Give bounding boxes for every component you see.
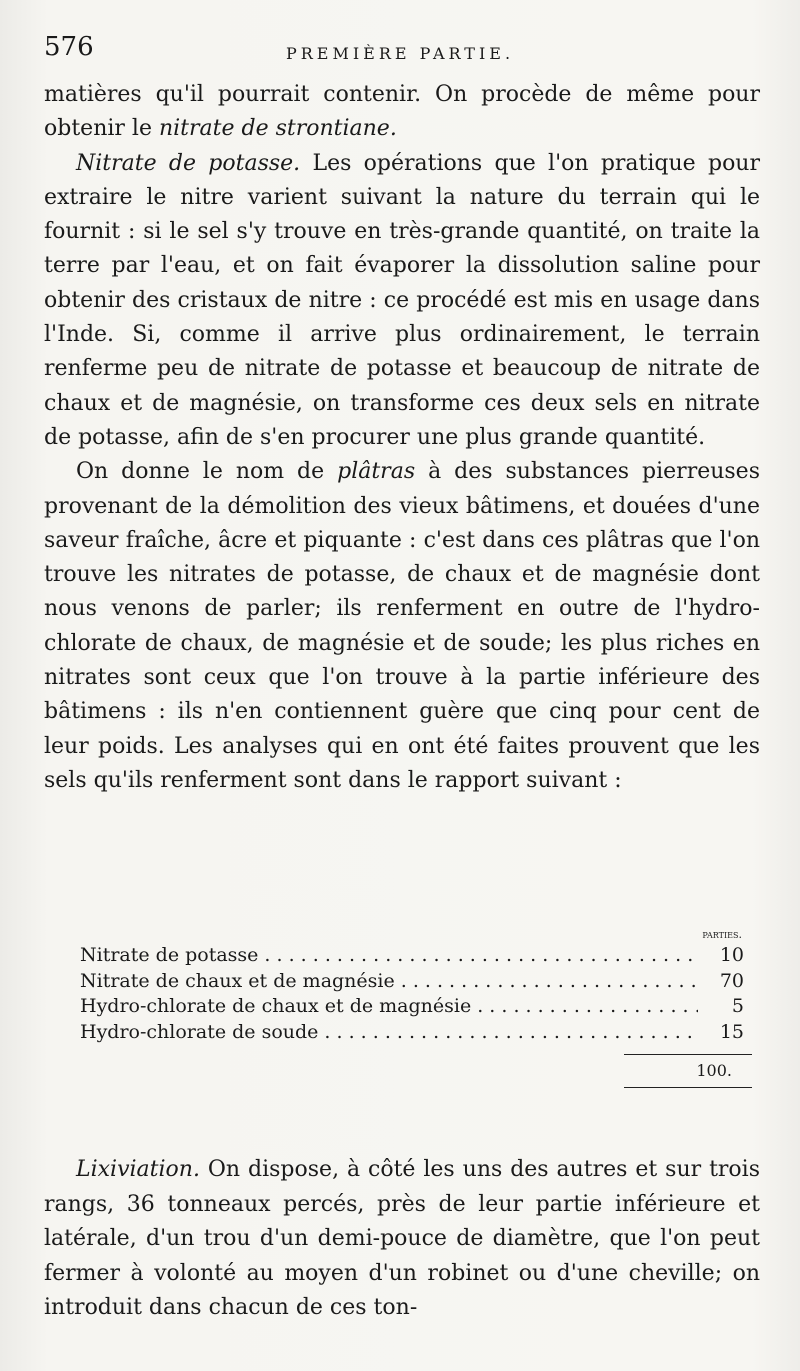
paragraph-text: On dispose, à côté les uns des autres et sur trois rangs, 36 tonneaux percés, près de leur partie inférieure et latérale, d'un trou d'un demi-pouce de diamètre, que l'on peut fermer à volonté au moyen d'un robinet ou d'une cheville; on introduit dans chacun de ces ton- <box>44 1157 760 1320</box>
page-header <box>44 32 756 72</box>
page-number: 576 <box>44 32 94 62</box>
dot-leader <box>401 970 698 992</box>
dot-leader <box>477 995 698 1017</box>
table-row <box>80 995 752 1021</box>
column-header: parties. <box>702 928 742 941</box>
paragraph-text: à des substances pierreuses provenant de la démolition des vieux bâtimens, et douées d'une saveur fraîche, âcre et piquante : c'est dans ces plâtras que l'on trouve les nitrates de potasse, de chaux et de magnésie dont nous venons de parler; ils renferment en outre de l'hydro-chlorate de chaux, de magnésie et de soude; les plus riches en nitrates sont ceux que l'on trouve à la partie inférieure des bâtimens : ils n'en contiennent guère que cinq pour cent de leur poids. Les analyses qui en ont été faites prouvent que les sels qu'ils renferment sont dans le rapport suivant : <box>44 459 760 793</box>
table-row <box>80 944 752 970</box>
dot-leader <box>324 1021 698 1043</box>
lixiviation-text <box>44 1153 760 1326</box>
row-label: Nitrate de chaux et de magnésie <box>80 969 395 992</box>
paragraph-nitrate-de-potasse <box>44 147 760 456</box>
table-total: 100. <box>696 1061 732 1080</box>
paragraph-continuation <box>44 78 760 147</box>
composition-table <box>80 928 752 1088</box>
dot-leader <box>264 944 698 966</box>
sum-rule-bottom <box>624 1087 752 1088</box>
row-label: Hydro-chlorate de chaux et de magnésie <box>80 995 472 1017</box>
paragraph-text: Les opérations que l'on pratique pour extraire le nitre varient suivant la nature du terrain qui le fournit : si le sel s'y trouve en très-grande quantité, on traite la terre par l'eau, et on fait évaporer la dissolution saline pour obtenir des cristaux de nitre : ce procédé est mis en usage dans l'Inde. Si, comme il arrive plus ordinairement, le terrain renferme peu de nitrate de potasse et beaucoup de nitrate de chaux et de magnésie, on transforme ces deux sels en nitrate de potasse, afin de s'en procurer une plus grande quantité. <box>44 150 760 450</box>
italic-term: plâtras <box>337 459 416 485</box>
running-title: PREMIÈRE PARTIE. <box>285 44 515 63</box>
row-value: 15 <box>719 1020 744 1043</box>
main-text <box>44 78 760 798</box>
section-heading-italic: Nitrate de potasse. <box>76 150 301 176</box>
paragraph-lixiviation <box>44 1153 760 1326</box>
table-row <box>80 1021 752 1047</box>
section-heading-italic: Lixiviation. <box>76 1157 200 1182</box>
italic-term: nitrate de strontiane. <box>158 116 397 142</box>
paragraph-text: matières qu'il pourrait contenir. On procède de même pour obtenir le <box>44 82 760 142</box>
paragraph-platras <box>44 455 760 798</box>
row-label: Hydro-chlorate de soude <box>80 1020 319 1043</box>
row-value: 70 <box>719 969 744 992</box>
table-row <box>80 970 752 996</box>
row-value: 5 <box>731 995 744 1017</box>
row-value: 10 <box>719 944 744 966</box>
row-label: Nitrate de potasse <box>80 944 259 966</box>
paragraph-text: On donne le nom de <box>76 459 338 485</box>
